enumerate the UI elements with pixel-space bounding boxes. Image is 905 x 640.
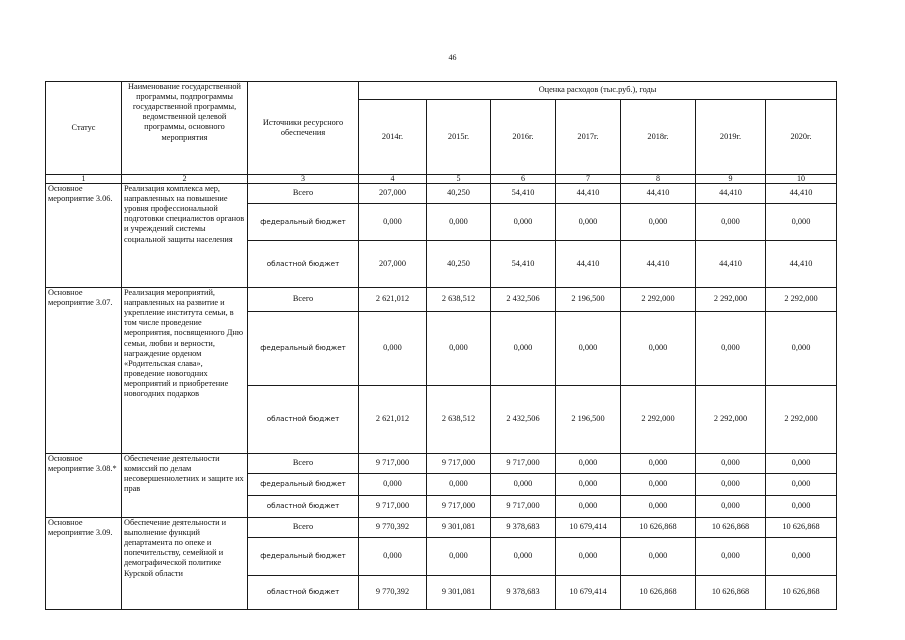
funding-source: федеральный бюджет <box>248 204 359 241</box>
expense-value: 0,000 <box>359 474 427 496</box>
expense-value: 2 621,012 <box>359 288 427 312</box>
expense-value: 0,000 <box>359 538 427 576</box>
expense-value: 54,410 <box>491 184 556 204</box>
funding-source: Всего <box>248 518 359 538</box>
funding-source: федеральный бюджет <box>248 538 359 576</box>
expense-value: 10 626,868 <box>766 518 837 538</box>
expense-value: 0,000 <box>427 312 491 386</box>
expense-value: 0,000 <box>556 538 621 576</box>
expense-value: 2 292,000 <box>621 288 696 312</box>
expense-value: 2 638,512 <box>427 386 491 454</box>
expense-value: 0,000 <box>696 474 766 496</box>
measure-status: Основное мероприятие 3.09. <box>46 518 122 610</box>
expense-value: 2 292,000 <box>621 386 696 454</box>
column-number: 2 <box>122 175 248 184</box>
expense-value: 40,250 <box>427 241 491 288</box>
expense-value: 0,000 <box>621 496 696 518</box>
expense-value: 0,000 <box>427 204 491 241</box>
expense-value: 2 292,000 <box>696 386 766 454</box>
column-number: 8 <box>621 175 696 184</box>
header-year: 2019г. <box>696 100 766 175</box>
column-number: 3 <box>248 175 359 184</box>
column-number-row <box>46 175 837 184</box>
expense-value: 9 301,081 <box>427 576 491 610</box>
column-number: 7 <box>556 175 621 184</box>
expense-value: 0,000 <box>621 312 696 386</box>
expense-value: 9 770,392 <box>359 576 427 610</box>
expense-value: 10 626,868 <box>766 576 837 610</box>
expense-value: 0,000 <box>359 204 427 241</box>
expense-value: 9 717,000 <box>491 454 556 474</box>
expense-value: 0,000 <box>621 204 696 241</box>
header-year: 2014г. <box>359 100 427 175</box>
expense-value: 10 679,414 <box>556 576 621 610</box>
header-year: 2017г. <box>556 100 621 175</box>
measure-status: Основное мероприятие 3.08.* <box>46 454 122 518</box>
expense-value: 0,000 <box>491 204 556 241</box>
funding-source: федеральный бюджет <box>248 474 359 496</box>
table-body <box>46 184 837 610</box>
expense-value: 0,000 <box>766 204 837 241</box>
expense-value: 207,000 <box>359 184 427 204</box>
expense-value: 9 717,000 <box>427 496 491 518</box>
column-number: 1 <box>46 175 122 184</box>
expense-value: 2 196,500 <box>556 288 621 312</box>
header-expense-estimate: Оценка расходов (тыс.руб.), годы <box>359 82 837 100</box>
funding-source: федеральный бюджет <box>248 312 359 386</box>
expense-value: 0,000 <box>766 312 837 386</box>
expense-value: 2 292,000 <box>766 386 837 454</box>
funding-source: Всего <box>248 454 359 474</box>
expense-value: 0,000 <box>556 454 621 474</box>
expense-value: 10 679,414 <box>556 518 621 538</box>
expense-value: 0,000 <box>621 538 696 576</box>
measure-name: Реализация комплекса мер, направленных на повышение уровня профессиональной подготовки специалистов органов и учреждений системы социальной защиты населения <box>122 184 248 288</box>
expense-value: 44,410 <box>621 241 696 288</box>
expense-value: 0,000 <box>696 538 766 576</box>
expense-value: 0,000 <box>556 312 621 386</box>
header-status: Статус <box>46 82 122 175</box>
expense-value: 0,000 <box>556 474 621 496</box>
expense-value: 9 717,000 <box>491 496 556 518</box>
expense-value: 40,250 <box>427 184 491 204</box>
expense-value: 0,000 <box>556 496 621 518</box>
expense-value: 44,410 <box>696 241 766 288</box>
expense-value: 44,410 <box>621 184 696 204</box>
expense-value: 0,000 <box>491 474 556 496</box>
expense-value: 0,000 <box>491 312 556 386</box>
expense-value: 9 378,683 <box>491 518 556 538</box>
header-year: 2020г. <box>766 100 837 175</box>
funding-source: областной бюджет <box>248 386 359 454</box>
header-year: 2018г. <box>621 100 696 175</box>
expense-value: 0,000 <box>696 312 766 386</box>
expense-value: 9 301,081 <box>427 518 491 538</box>
expense-value: 44,410 <box>766 184 837 204</box>
funding-source: областной бюджет <box>248 496 359 518</box>
header-name: Наименование государственной программы, подпрограммы государственной программы, ведомственной целевой программы, основного мероприятия <box>122 82 248 175</box>
expense-value: 44,410 <box>766 241 837 288</box>
column-number: 10 <box>766 175 837 184</box>
header-source: Источники ресурсного обеспечения <box>248 82 359 175</box>
expense-value: 0,000 <box>556 204 621 241</box>
expense-value: 2 621,012 <box>359 386 427 454</box>
expense-value: 2 196,500 <box>556 386 621 454</box>
funding-source: областной бюджет <box>248 576 359 610</box>
expense-value: 0,000 <box>696 204 766 241</box>
expense-value: 2 292,000 <box>696 288 766 312</box>
expense-value: 44,410 <box>696 184 766 204</box>
expense-value: 44,410 <box>556 184 621 204</box>
expense-value: 44,410 <box>556 241 621 288</box>
column-number: 9 <box>696 175 766 184</box>
expense-value: 9 717,000 <box>359 496 427 518</box>
expense-value: 2 432,506 <box>491 386 556 454</box>
expense-value: 0,000 <box>696 496 766 518</box>
expense-value: 9 378,683 <box>491 576 556 610</box>
expense-value: 207,000 <box>359 241 427 288</box>
expense-value: 0,000 <box>766 474 837 496</box>
table-row <box>46 454 837 474</box>
expense-value: 9 717,000 <box>427 454 491 474</box>
table-row <box>46 518 837 538</box>
column-number: 4 <box>359 175 427 184</box>
expense-value: 0,000 <box>696 454 766 474</box>
funding-source: Всего <box>248 184 359 204</box>
expense-value: 0,000 <box>766 454 837 474</box>
expense-value: 0,000 <box>766 538 837 576</box>
expense-value: 9 770,392 <box>359 518 427 538</box>
measure-name: Обеспечение деятельности комиссий по делам несовершеннолетних и защите их прав <box>122 454 248 518</box>
expense-value: 9 717,000 <box>359 454 427 474</box>
table-row <box>46 288 837 312</box>
expense-value: 54,410 <box>491 241 556 288</box>
expense-value: 0,000 <box>621 454 696 474</box>
table-row <box>46 184 837 204</box>
expense-value: 0,000 <box>359 312 427 386</box>
column-number: 5 <box>427 175 491 184</box>
funding-source: Всего <box>248 288 359 312</box>
measure-status: Основное мероприятие 3.07. <box>46 288 122 454</box>
expense-value: 10 626,868 <box>696 576 766 610</box>
measure-name: Реализация мероприятий, направленных на развитие и укрепление института семьи, в том числе проведение мероприятия, посвященного Дню семьи, любви и верности, награждение орденом «Родительская слава», проведение новогодних мероприятий и приобретение новогодних подарков <box>122 288 248 454</box>
expense-value: 0,000 <box>491 538 556 576</box>
measure-name: Обеспечение деятельности и выполнение функций департамента по опеке и попечительству, семейной и демографической политике Курской области <box>122 518 248 610</box>
expense-value: 0,000 <box>766 496 837 518</box>
header-year: 2016г. <box>491 100 556 175</box>
page-number: 46 <box>448 53 457 62</box>
expense-value: 0,000 <box>427 474 491 496</box>
expense-value: 0,000 <box>427 538 491 576</box>
expense-value: 10 626,868 <box>621 576 696 610</box>
header-year: 2015г. <box>427 100 491 175</box>
expense-table <box>45 81 837 610</box>
expense-value: 10 626,868 <box>621 518 696 538</box>
expense-value: 0,000 <box>621 474 696 496</box>
expense-value: 2 292,000 <box>766 288 837 312</box>
expense-value: 2 638,512 <box>427 288 491 312</box>
expense-value: 2 432,506 <box>491 288 556 312</box>
measure-status: Основное мероприятие 3.06. <box>46 184 122 288</box>
funding-source: областной бюджет <box>248 241 359 288</box>
column-number: 6 <box>491 175 556 184</box>
expense-value: 10 626,868 <box>696 518 766 538</box>
